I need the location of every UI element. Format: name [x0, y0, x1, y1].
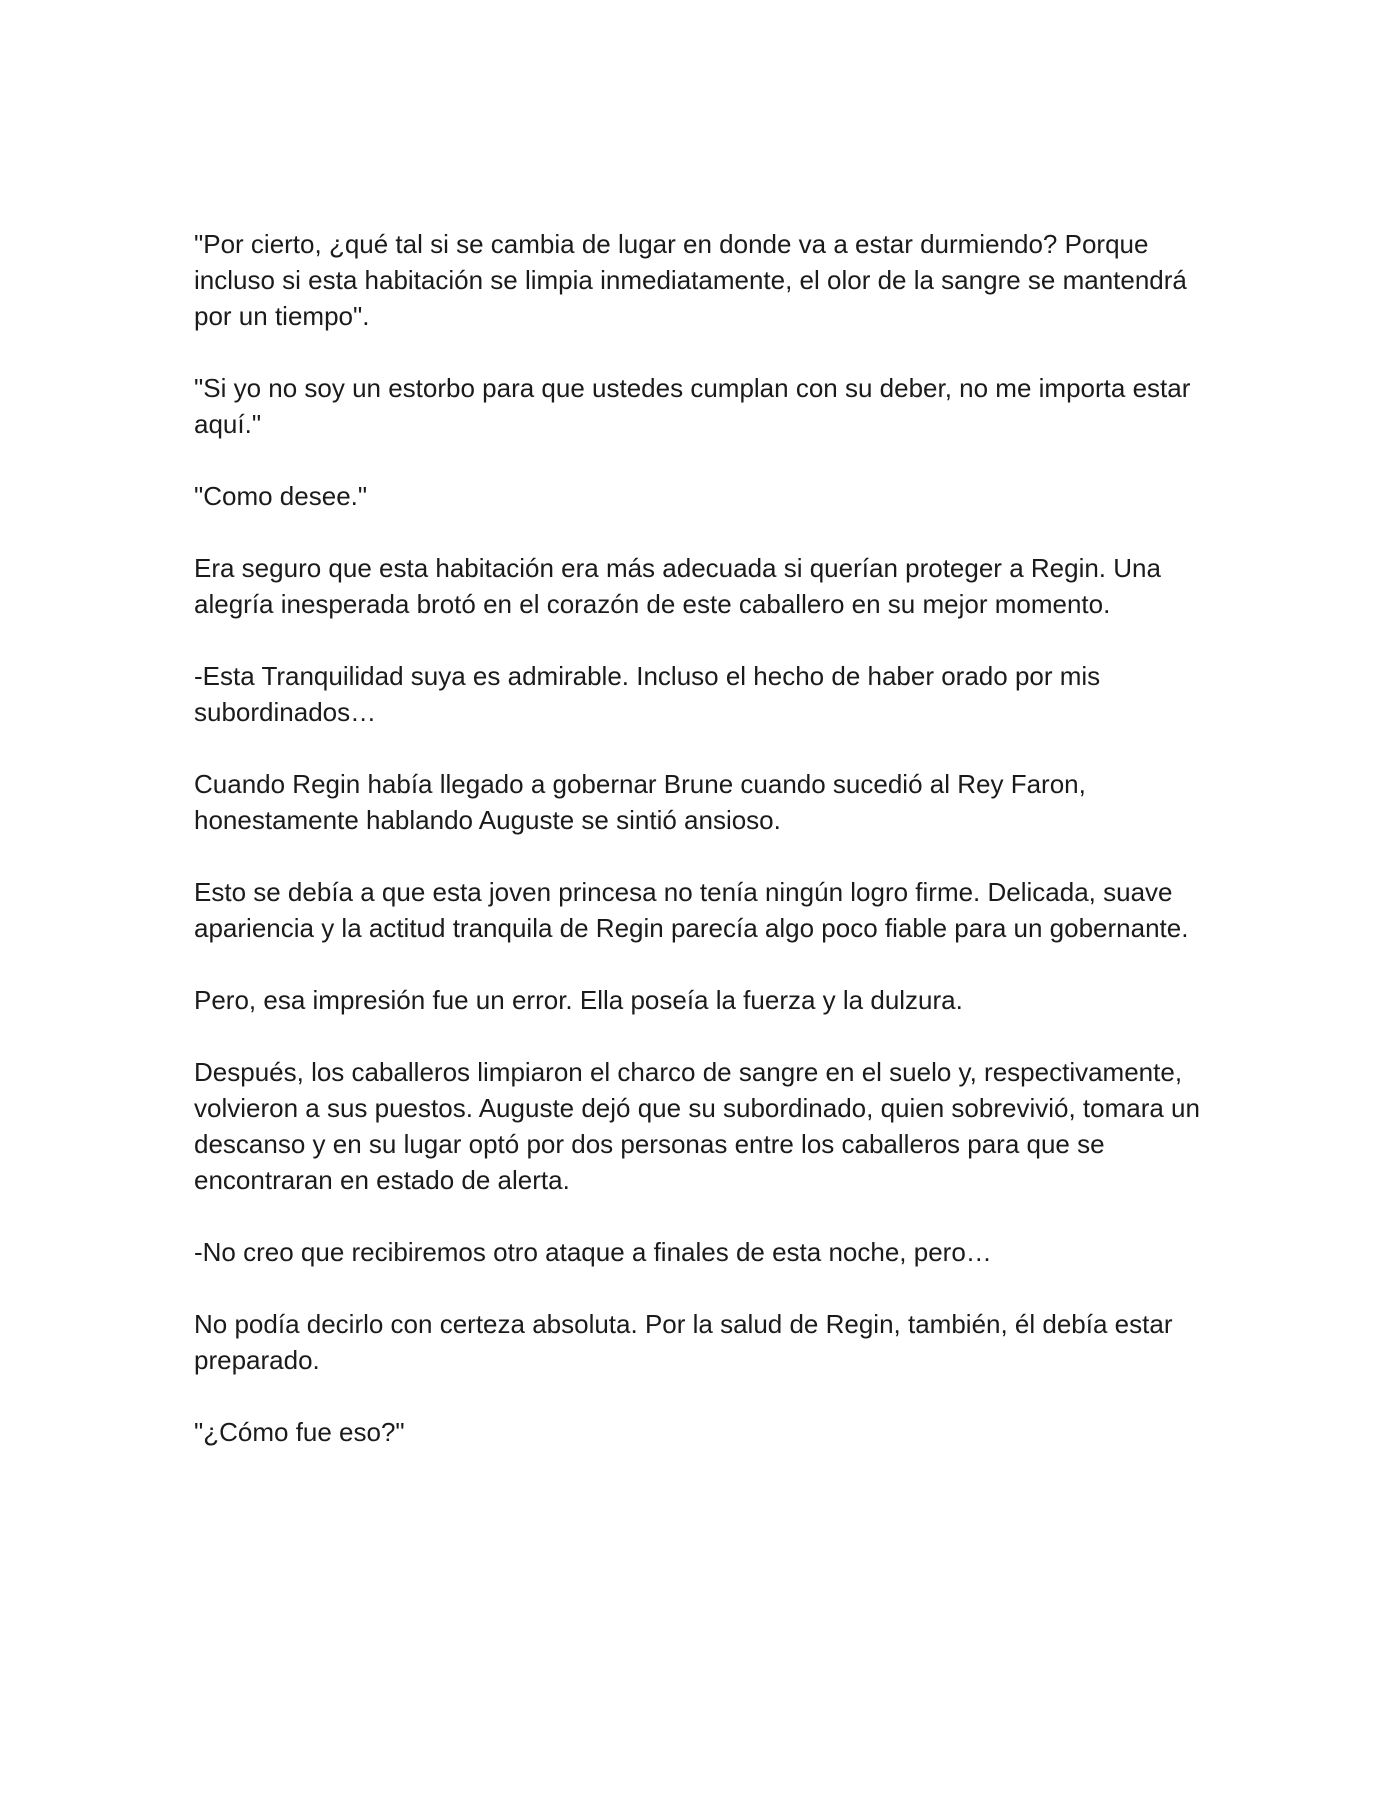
paragraph: Esto se debía a que esta joven princesa no tenía ningún logro firme. Delicada, suave apariencia y la actitud tranquila de Regin parecía algo poco fiable para un gobernante.: [194, 877, 1189, 943]
paragraph: -No creo que recibiremos otro ataque a finales de esta noche, pero…: [194, 1237, 992, 1267]
paragraph: Cuando Regin había llegado a gobernar Brune cuando sucedió al Rey Faron, honestamente hablando Auguste se sintió ansioso.: [194, 769, 1086, 835]
paragraph: "Por cierto, ¿qué tal si se cambia de lugar en donde va a estar durmiendo? Porque incluso si esta habitación se limpia inmediatamente, el olor de la sangre se mantendrá por un tiempo".: [194, 229, 1187, 331]
paragraph: -Esta Tranquilidad suya es admirable. Incluso el hecho de haber orado por mis subordinados…: [194, 661, 1101, 727]
paragraph: No podía decirlo con certeza absoluta. Por la salud de Regin, también, él debía estar preparado.: [194, 1309, 1173, 1375]
paragraph: "Como desee.": [194, 481, 368, 511]
paragraph: Era seguro que esta habitación era más adecuada si querían proteger a Regin. Una alegría inesperada brotó en el corazón de este caballero en su mejor momento.: [194, 553, 1161, 619]
document-body: [194, 226, 1214, 1486]
paragraph: "¿Cómo fue eso?": [194, 1417, 405, 1447]
paragraph: Pero, esa impresión fue un error. Ella poseía la fuerza y la dulzura.: [194, 985, 963, 1015]
paragraph: Después, los caballeros limpiaron el charco de sangre en el suelo y, respectivamente, volvieron a sus puestos. Auguste dejó que su subordinado, quien sobrevivió, tomara un descanso y en su lugar optó por dos personas entre los caballeros para que se encontraran en estado de alerta.: [194, 1057, 1200, 1195]
paragraph: "Si yo no soy un estorbo para que ustedes cumplan con su deber, no me importa estar aquí.": [194, 373, 1191, 439]
